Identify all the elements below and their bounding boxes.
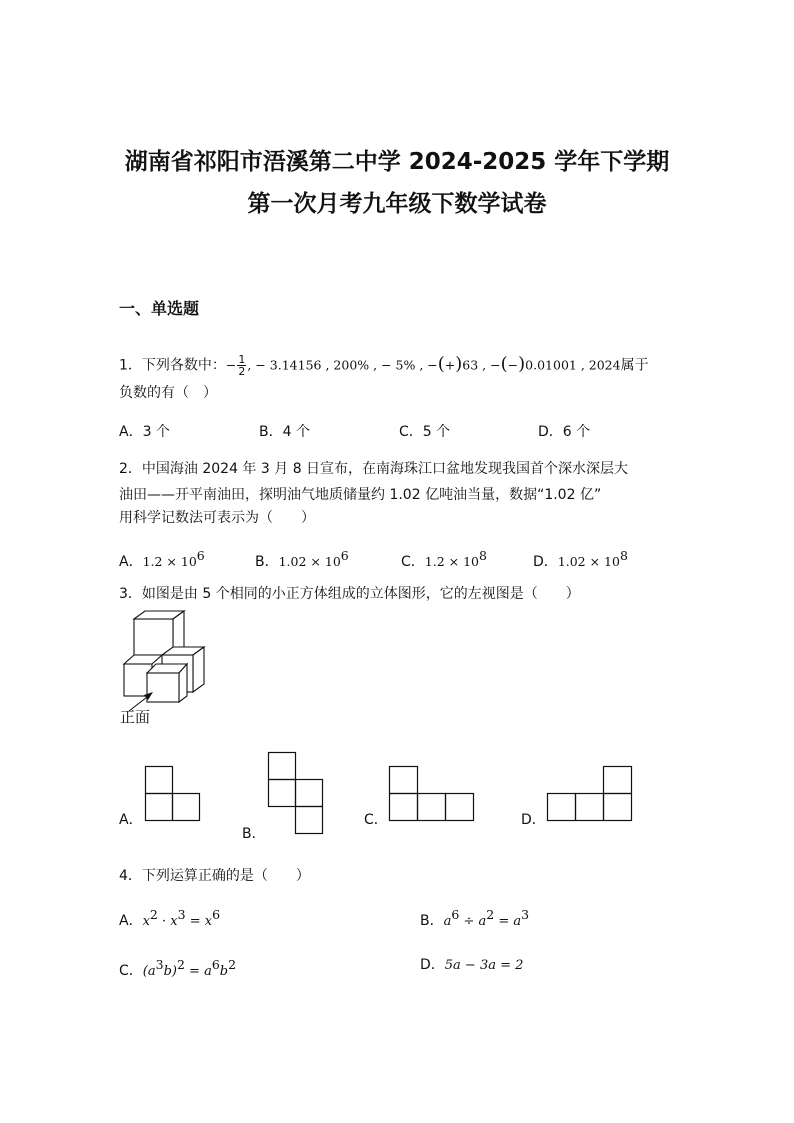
q1-frac-den: 2 (238, 365, 246, 378)
q1-suffix: 属于 (620, 357, 649, 374)
q4-option-c: C．$(a^3b)^2 = a^6b^2$ (119, 957, 237, 979)
q4-option-a: A．$x^2 \cdot x^3 = x^6$ (119, 907, 221, 929)
q3-option-c-figure (389, 766, 474, 822)
q1-list-a: , − 3.14156 , 200% , − 5% , − (247, 357, 438, 373)
q3-option-a-label: A． (119, 812, 143, 828)
question-3-text: 3．如图是由 5 个相同的小正方体组成的立体图形，它的左视图是（ ） (119, 586, 580, 602)
q1-frac-num: 1 (238, 353, 246, 366)
question-2-line-3: 用科学记数法可表示为（ ） (119, 510, 315, 526)
q3-option-c-label: C． (364, 812, 388, 828)
q1-prefix: 1．下列各数中： (119, 357, 226, 374)
exam-title-line-1: 湖南省祁阳市浯溪第二中学 2024-2025 学年下学期 (124, 149, 670, 175)
q1-plus: + (444, 357, 456, 373)
question-1-line-2: 负数的有（ ） (119, 385, 217, 401)
q1-option-b: B．4 个 (259, 424, 310, 440)
q4-option-d: D．5a − 3a = 2 (420, 957, 524, 973)
cube-stack-figure (115, 608, 215, 723)
question-4-text: 4．下列运算正确的是（ ） (119, 868, 310, 884)
q1-after-plus: 63 , − (462, 357, 501, 373)
question-2-line-1: 2．中国海油 2024 年 3 月 8 日宣布，在南海珠江口盆地发现我国首个深水深层大 (119, 461, 629, 477)
q3-option-d-figure (547, 766, 632, 822)
section-title: 一、单选题 (119, 299, 200, 318)
q2-option-a: A．$1.2 \times 10^6$ (119, 548, 205, 570)
front-view-label: 正面 (120, 708, 151, 726)
q1-option-c: C．5 个 (399, 424, 451, 440)
q3-option-d-label: D． (521, 812, 546, 828)
q2-option-b: B．$1.02 \times 10^6$ (255, 548, 349, 570)
question-1-line-1: 1．下列各数中：− $\frac{1}{2}$ , − 3.14156 , 200% , − 5% , −(+)63 , −(−)0.01001 , 2024属于 (119, 353, 649, 378)
q4-option-b: B．$a^6 \div a^2 = a^3$ (420, 907, 530, 929)
q1-minus: − (507, 357, 519, 373)
q3-option-b-figure (268, 752, 324, 836)
exam-title-line-2: 第一次月考九年级下数学试卷 (247, 191, 547, 217)
question-2-line-2: 油田——开平南油田，探明油气地质储量约 1.02 亿吨油当量，数据“1.02 亿” (119, 487, 602, 503)
q3-option-b-label: B． (242, 826, 266, 842)
q1-after-minus: 0.01001 , 2024 (525, 357, 621, 373)
q1-option-d: D．6 个 (538, 424, 591, 440)
q3-option-a-figure (145, 766, 201, 822)
q2-option-d: D．$1.02 \times 10^8$ (533, 548, 628, 570)
q2-option-c: C．$1.2 \times 10^8$ (401, 548, 487, 570)
q1-neg: − (225, 357, 237, 373)
q1-option-a: A．3 个 (119, 424, 170, 440)
q1-fraction (237, 354, 246, 377)
